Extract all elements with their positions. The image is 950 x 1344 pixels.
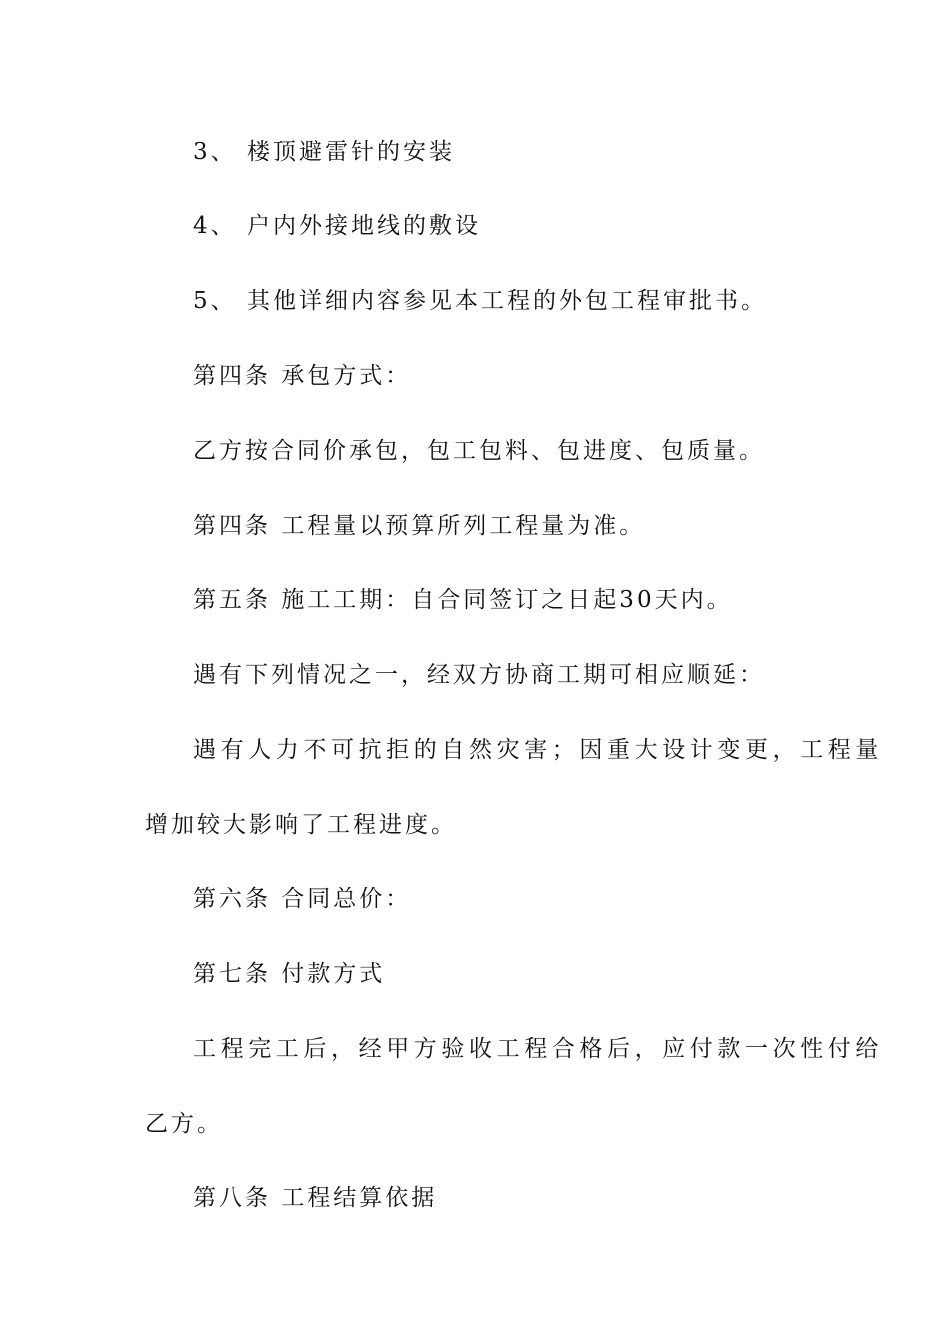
list-item-3: 3、 楼顶避雷针的安装 bbox=[193, 139, 455, 165]
list-item-5: 5、 其他详细内容参见本工程的外包工程审批书。 bbox=[193, 288, 767, 314]
paragraph-payment-line1: 工程完工后，经甲方验收工程合格后，应付款一次性付给 bbox=[193, 1036, 883, 1062]
paragraph-payment-line2: 乙方。 bbox=[145, 1111, 223, 1137]
paragraph-force-majeure-line1: 遇有人力不可抗拒的自然灾害；因重大设计变更，工程量 bbox=[193, 737, 883, 763]
paragraph-extension-conditions: 遇有下列情况之一，经双方协商工期可相应顺延： bbox=[193, 662, 765, 688]
paragraph-force-majeure-line2: 增加较大影响了工程进度。 bbox=[145, 812, 457, 838]
article-payment-method: 第七条 付款方式 bbox=[193, 961, 386, 987]
article-heading-contract-method: 第四条 承包方式： bbox=[193, 363, 412, 389]
article-total-price: 第六条 合同总价： bbox=[193, 886, 412, 912]
article-construction-period: 第五条 施工工期：自合同签订之日起30天内。 bbox=[193, 587, 733, 613]
paragraph-contract-method: 乙方按合同价承包，包工包料、包进度、包质量。 bbox=[193, 438, 765, 464]
list-item-4: 4、 户内外接地线的敷设 bbox=[193, 213, 481, 239]
article-settlement-basis: 第八条 工程结算依据 bbox=[193, 1185, 438, 1211]
article-work-quantity: 第四条 工程量以预算所列工程量为准。 bbox=[193, 513, 646, 539]
